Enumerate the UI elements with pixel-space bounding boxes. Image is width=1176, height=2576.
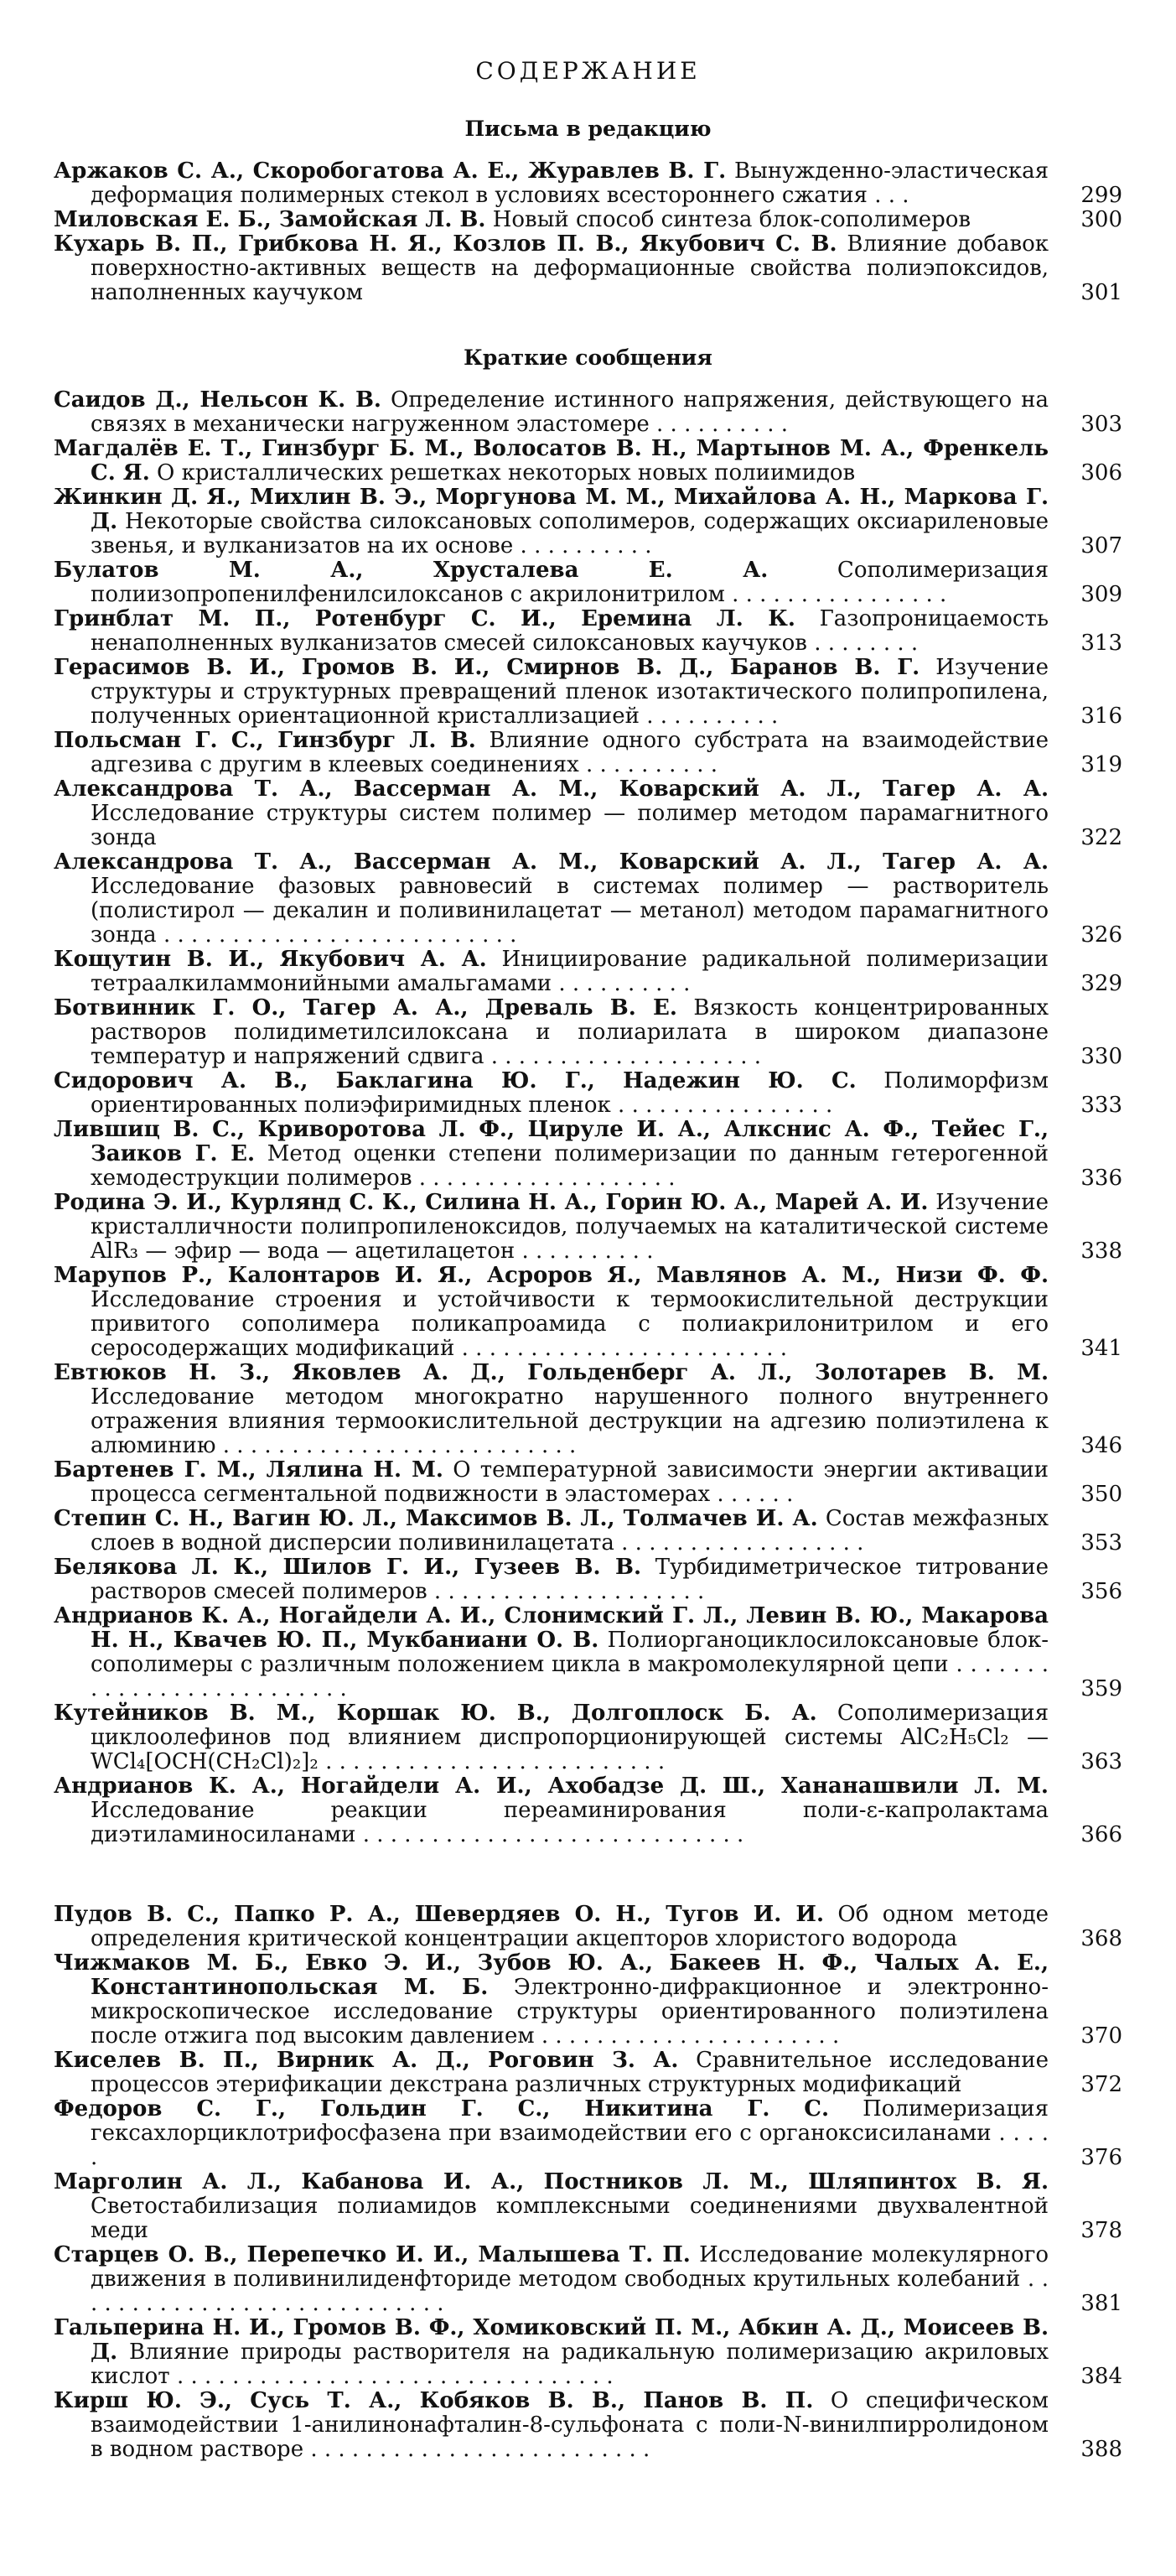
entry-title: Вязкость концентрированных растворов полидиметилсилоксана и полиарилата в широком диапазоне температур и напряжений сдвига . . . . . . . . . . . . . . . . . . . .	[91, 995, 1049, 1069]
entry-authors: Чижмаков М. Б., Евко Э. И., Зубов Ю. А., Бакеев Н. Ф., Чалых А. Е., Константинопольская М. Б.	[54, 1950, 1049, 2000]
entry-authors: Александрова Т. А., Вассерман А. М., Коварский А. Л., Тагер А. А.	[54, 776, 1049, 802]
entry-page-number: 368	[1080, 1926, 1122, 1951]
toc-entry	[54, 996, 1122, 1069]
entry-page-number: 381	[1080, 2291, 1122, 2316]
entry-title: Светостабилизация полиамидов комплексными соединениями двухвалентной меди	[91, 2194, 1049, 2243]
toc-entry	[54, 1191, 1122, 1264]
entry-page-number: 384	[1080, 2364, 1122, 2389]
entry-title: Вынужденно-эластическая деформация полимерных стекол в условиях всестороннего сжатия . . .	[91, 158, 1049, 208]
entry-page-number: 300	[1080, 207, 1122, 232]
entry-title: Об одном методе определения критической концентрации акцепторов хлористого водорода	[91, 1902, 1049, 1951]
entry-authors: Миловская Е. Б., Замойская Л. В.	[54, 207, 486, 232]
entry-authors: Евтюков Н. З., Яковлев А. Д., Гольденберг А. Л., Золотарев В. М.	[54, 1360, 1049, 1385]
toc-entry	[54, 1458, 1122, 1507]
entry-title: Турбидиметрическое титрование растворов смесей полимеров . . . . . . . . . . . . . . . . . . . .	[91, 1555, 1049, 1604]
entry-authors: Ботвинник Г. О., Тагер А. А., Древаль В. Е.	[54, 995, 677, 1021]
toc-entry	[54, 1555, 1122, 1604]
entry-title: Полимеризация гексахлорциклотрифосфазена при взаимодействии его с органоксисиланами . . . . .	[91, 2096, 1049, 2170]
page-title: СОДЕРЖАНИЕ	[475, 57, 701, 85]
entry-title: Изучение структуры и структурных превращений пленок изотактического полипропилена, полученных ориентационной кристаллизацией . . . . . . . . . .	[91, 655, 1049, 729]
entry-page-number: 303	[1080, 412, 1122, 437]
entry-authors: Степин С. Н., Вагин Ю. Л., Максимов В. Л., Толмачев И. А.	[54, 1506, 818, 1531]
entry-page-number: 309	[1080, 582, 1122, 607]
entry-page-number: 329	[1080, 971, 1122, 996]
entry-authors: Марголин А. Л., Кабанова И. А., Постников Л. М., Шляпинтох В. Я.	[54, 2169, 1049, 2194]
entry-page-number: 326	[1080, 922, 1122, 948]
entry-title: Газопроницаемость ненаполненных вулканизатов смесей силоксановых каучуков . . . . . . . .	[91, 606, 1049, 656]
entry-page-number: 350	[1080, 1482, 1122, 1507]
entry-authors: Лившиц В. С., Криворотова Л. Ф., Циpуле И. А., Алкснис А. Ф., Тейес Г., Заиков Г. Е.	[54, 1117, 1049, 1166]
entry-page-number: 388	[1080, 2437, 1122, 2462]
entry-title: Исследование фазовых равновесий в системах полимер — растворитель (полистирол — декалин и поливинилацетат — метанол) методом парамагнитного зонда . . . . . . . . . . . . . . . . . . . . . . . . . .	[91, 874, 1049, 948]
entry-title: Сравнительное исследование процессов этерификации декстрана различных структурных модификаций	[91, 2048, 1049, 2097]
entry-title: Новый способ синтеза блок-сополимеров	[492, 207, 971, 232]
entry-title: Определение истинного напряжения, действующего на связях в механически нагруженном эластомере . . . . . . . . . .	[91, 387, 1049, 437]
entry-title: Некоторые свойства силоксановых сополимеров, содержащих оксиариленовые звенья, и вулканизатов на их основе . . . . . . . . . .	[91, 509, 1049, 558]
entry-page-number: 378	[1080, 2218, 1122, 2243]
entry-title: Изучение кристалличности полипропиленоксидов, получаемых на каталитической системе AlR₃ — эфир — вода — ацетилацетон . . . . . . . . . .	[91, 1190, 1049, 1264]
entries-short-communications	[54, 388, 1122, 1847]
entry-page-number: 301	[1080, 280, 1122, 305]
entry-title: Влияние одного субстрата на взаимодействие адгезива с другим в клеевых соединениях . . . . . . . . . .	[91, 728, 1049, 777]
entry-authors: Андрианов К. А., Ногайдели А. И., Ахобадзе Д. Ш., Хананашвили Л. М.	[54, 1774, 1049, 1799]
entry-authors: Старцев О. В., Перепечко И. И., Малышева Т. П.	[54, 2242, 691, 2267]
toc-entry	[54, 729, 1122, 777]
toc-entry	[54, 656, 1122, 729]
toc-entry	[54, 1951, 1122, 2049]
entry-title: Полиморфизм ориентированных полиэфиримидных пленок . . . . . . . . . . . . . . . .	[91, 1068, 1049, 1118]
entry-authors: Жинкин Д. Я., Михлин В. Э., Моргунова М. М., Михайлова А. Н., Маркова Г. Д.	[54, 485, 1049, 534]
toc-entry	[54, 1507, 1122, 1555]
entry-title: Влияние природы растворителя на радикальную полимеризацию акриловых кислот . . . . . . . . . . . . . . . . . . . . . . . . . . . . . . . .	[91, 2340, 1049, 2389]
entry-page-number: 338	[1080, 1239, 1122, 1264]
toc-entry	[54, 1069, 1122, 1118]
entry-title: Влияние добавок поверхностно-активных веществ на деформационные свойства полиэпоксидов, наполненных каучуком	[91, 231, 1049, 305]
toc-entry	[54, 2097, 1122, 2170]
entry-title: Исследование структуры систем полимер — полимер методом парамагнитного зонда	[91, 801, 1049, 850]
entry-authors: Кухарь В. П., Грибкова Н. Я., Козлов П. В., Якубович С. В.	[54, 231, 837, 257]
entry-page-number: 313	[1080, 631, 1122, 656]
toc-entry	[54, 388, 1122, 437]
toc-entry	[54, 1774, 1122, 1847]
entry-title: Исследование молекулярного движения в поливинилиденфториде методом свободных крутильных колебаний . . . . . . . . . . . . . . . . . . . . . . . . . . . .	[91, 2242, 1049, 2316]
entry-authors: Кощутин В. И., Якубович А. А.	[54, 947, 487, 972]
entry-authors: Саидов Д., Нельсон К. В.	[54, 387, 381, 413]
entry-page-number: 341	[1080, 1336, 1122, 1361]
entry-authors: Федоров С. Г., Гольдин Г. С., Никитина Г. С.	[54, 2096, 830, 2122]
entry-page-number: 333	[1080, 1093, 1122, 1118]
section-gap	[54, 1847, 1122, 1903]
entry-title: Исследование строения и устойчивости к термоокислительной деструкции привитого сополимера поликапроамида с полиакрилонитрилом и его серосодержащих модификаций . . . . . . . . . . . . . . . . . . . . . . . .	[91, 1287, 1049, 1361]
toc-entry	[54, 1701, 1122, 1774]
entry-title: Полиорганоциклосилоксановые блок-сополимеры с различным положением цикла в макромолекулярной цепи . . . . . . . . . . . . . . . . . . . . . . . . . .	[91, 1628, 1049, 1701]
entry-authors: Аржаков С. А., Скоробогатова А. Е., Журавлев В. Г.	[54, 158, 727, 184]
entry-title: О температурной зависимости энергии активации процесса сегментальной подвижности в эластомерах . . . . . .	[91, 1457, 1049, 1507]
toc-entry	[54, 159, 1122, 208]
toc-entry	[54, 2243, 1122, 2316]
entry-title: О специфическом взаимодействии 1-анилинонафталин-8-сульфоната с поли-N-винилпирролидоном в водном растворе . . . . . . . . . . . . . . . . . . . . . . . . .	[91, 2388, 1049, 2462]
entry-authors: Родина Э. И., Курлянд С. К., Силина Н. А., Горин Ю. А., Марей А. И.	[54, 1190, 929, 1215]
toc-entry	[54, 1903, 1122, 1951]
entry-page-number: 322	[1080, 825, 1122, 850]
toc-entry	[54, 437, 1122, 486]
entry-page-number: 353	[1080, 1530, 1122, 1555]
entry-title: Сополимеризация полиизопропенилфенилсилоксанов с акрилонитрилом . . . . . . . . . . . . . . . .	[91, 558, 1049, 607]
entry-title: Электронно-дифракционное и электронно-микроскопическое исследование структуры ориентированного полиэтилена после отжига под высоким давлением . . . . . . . . . . . . . . . . . . . . . .	[91, 1975, 1049, 2049]
entry-title: Состав межфазных слоев в водной дисперсии поливинилацетата . . . . . . . . . . . . . . . . . .	[91, 1506, 1049, 1555]
entry-authors: Кутейников В. М., Коршак Ю. В., Долгоплоск Б. А.	[54, 1701, 817, 1726]
entry-title: Исследование реакции переаминирования поли-ε-капролактама диэтиламиносиланами . . . . . . . . . . . . . . . . . . . . . . . . . . . .	[91, 1798, 1049, 1847]
entry-page-number: 299	[1080, 183, 1122, 208]
entry-authors: Марупов Р., Калонтаров И. Я., Асроров Я., Мавлянов А. М., Низи Ф. Ф.	[54, 1263, 1049, 1288]
entry-title: Метод оценки степени полимеризации по данным гетерогенной хемодеструкции полимеров . . . . . . . . . . . . . . . . . . .	[91, 1141, 1049, 1191]
entry-title: Сополимеризация циклоолефинов под влиянием диспропорционирующей системы AlC₂H₅Cl₂ — WCl₄[OCH(CH₂Cl)₂]₂ . . . . . . . . . . . . . . . . . . . . . . . . .	[91, 1701, 1049, 1774]
toc-entry	[54, 2170, 1122, 2243]
entry-title: Исследование методом многократно нарушенного полного внутреннего отражения влияния термоокислительной деструкции на адгезию полиэтилена к алюминию . . . . . . . . . . . . . . . . . . . . . . . . . .	[91, 1384, 1049, 1458]
toc-entry	[54, 1361, 1122, 1458]
toc-entry	[54, 607, 1122, 656]
toc-entry	[54, 486, 1122, 558]
entry-page-number: 316	[1080, 704, 1122, 729]
toc-entry	[54, 1118, 1122, 1191]
toc-entry	[54, 777, 1122, 850]
entry-authors: Белякова Л. К., Шилов Г. И., Гузеев В. В.	[54, 1555, 642, 1580]
section-title-short-communications: Краткие сообщения	[464, 345, 712, 370]
entry-page-number: 307	[1080, 533, 1122, 558]
entry-authors: Гальперина Н. И., Громов В. Ф., Хомиковский П. М., Абкин А. Д., Моисеев В. Д.	[54, 2315, 1049, 2365]
entry-authors: Александрова Т. А., Вассерман А. М., Коварский А. Л., Тагер А. А.	[54, 849, 1049, 875]
entry-authors: Гринблат М. П., Ротенбург С. И., Еремина Л. К.	[54, 606, 795, 631]
entry-title: О кристаллических решетках некоторых новых полиимидов	[157, 460, 856, 486]
toc-entry	[54, 1604, 1122, 1701]
entry-page-number: 330	[1080, 1044, 1122, 1069]
entry-page-number: 366	[1080, 1822, 1122, 1847]
toc-entry	[54, 208, 1122, 232]
toc-entry	[54, 2316, 1122, 2389]
entry-title: Инициирование радикальной полимеризации тетраалкиламмонийными амальгамами . . . . . . . . . .	[91, 947, 1049, 996]
toc-entry	[54, 948, 1122, 996]
entry-authors: Булатов М. А., Хрусталева Е. А.	[54, 558, 769, 583]
entry-authors: Бартенев Г. М., Лялина Н. М.	[54, 1457, 443, 1483]
entries-letters	[54, 159, 1122, 305]
entry-authors: Андрианов К. А., Ногайдели А. И., Слонимский Г. Л., Левин В. Ю., Макарова Н. Н., Квачев Ю. П., Мукбаниани О. В.	[54, 1603, 1049, 1653]
entry-page-number: 346	[1080, 1433, 1122, 1458]
entry-page-number: 319	[1080, 752, 1122, 777]
entry-authors: Польсман Г. С., Гинзбург Л. В.	[54, 728, 476, 753]
section-title-letters: Письма в редакцию	[464, 117, 712, 141]
entry-page-number: 376	[1080, 2145, 1122, 2170]
entry-authors: Сидорович А. В., Баклагина Ю. Г., Надежин Ю. С.	[54, 1068, 857, 1093]
entry-authors: Киселев В. П., Вирник А. Д., Роговин З. А.	[54, 2048, 679, 2073]
toc-entry	[54, 558, 1122, 607]
toc-entry	[54, 1264, 1122, 1361]
entry-authors: Пудов В. С., Папко Р. А., Шевердяев О. Н., Тугов И. И.	[54, 1902, 825, 1927]
entry-page-number: 336	[1080, 1166, 1122, 1191]
entry-page-number: 363	[1080, 1749, 1122, 1774]
entry-page-number: 372	[1080, 2072, 1122, 2097]
toc-entry	[54, 2389, 1122, 2462]
entry-authors: Кирш Ю. Э., Сусь Т. А., Кобяков В. В., Панов В. П.	[54, 2388, 814, 2413]
entry-authors: Герасимов В. И., Громов В. И., Смирнов В. Д., Баранов В. Г.	[54, 655, 920, 680]
entry-page-number: 359	[1080, 1676, 1122, 1701]
entry-page-number: 356	[1080, 1579, 1122, 1604]
entry-page-number: 306	[1080, 460, 1122, 486]
entry-page-number: 370	[1080, 2023, 1122, 2049]
entries-continued	[54, 1903, 1122, 2462]
toc-entry	[54, 232, 1122, 305]
entry-authors: Магдалёв Е. Т., Гинзбург Б. М., Волосатов В. Н., Мартынов М. А., Френкель С. Я.	[54, 436, 1049, 486]
toc-entry	[54, 2049, 1122, 2097]
toc-entry	[54, 850, 1122, 948]
